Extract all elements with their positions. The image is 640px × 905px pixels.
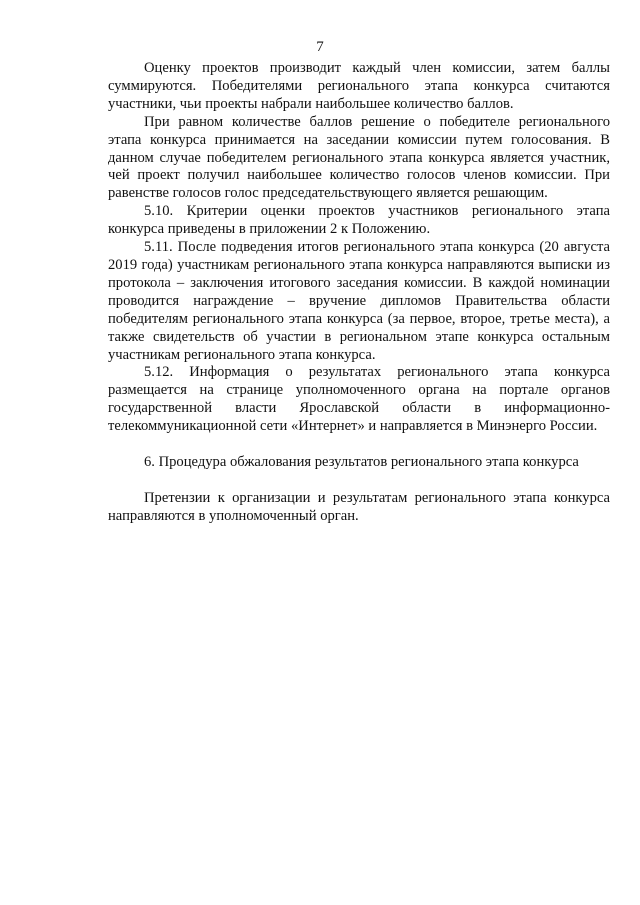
paragraph-5-12-publication: 5.12. Информация о результатах регионального этапа конкурса размещается на странице уполномоченного органа на портале органов государственной власти Ярославской области в информационно-телекоммуникационной сети «Интернет» и направляется в Минэнерго России. <box>108 364 610 435</box>
paragraph-5-11-results: 5.11. После подведения итогов регионального этапа конкурса (20 августа 2019 года) участникам регионального этапа конкурса направляются выписки из протокола – заключения итогового заседания комиссии. В каждой номинации проводится награждение – вручение дипломов Правительства области победителям регионального этапа конкурса (за первое, второе, третье места), а также свидетельств об участии в региональном этапе конкурса остальным участникам регионального этапа конкурса. <box>108 239 610 363</box>
document-body <box>108 60 610 526</box>
page-number: 7 <box>316 39 324 55</box>
paragraph-5-10-criteria: 5.10. Критерии оценки проектов участников регионального этапа конкурса приведены в приложении 2 к Положению. <box>108 203 610 238</box>
paragraph-tie-vote: При равном количестве баллов решение о победителе регионального этапа конкурса принимается на заседании комиссии путем голосования. В данном случае победителем регионального этапа конкурса является участник, чей проект получил наибольшее количество голосов членов комиссии. При равенстве голосов голос председательствующего является решающим. <box>108 113 610 202</box>
section-6-heading: 6. Процедура обжалования результатов регионального этапа конкурса <box>144 454 579 471</box>
section-6-text: Претензии к организации и результатам регионального этапа конкурса направляются в уполномоченный орган. <box>108 489 610 524</box>
paragraph-scoring: Оценку проектов производит каждый член комиссии, затем баллы суммируются. Победителями регионального этапа конкурса считаются участники, чьи проекты набрали наибольшее количество баллов. <box>108 60 610 112</box>
